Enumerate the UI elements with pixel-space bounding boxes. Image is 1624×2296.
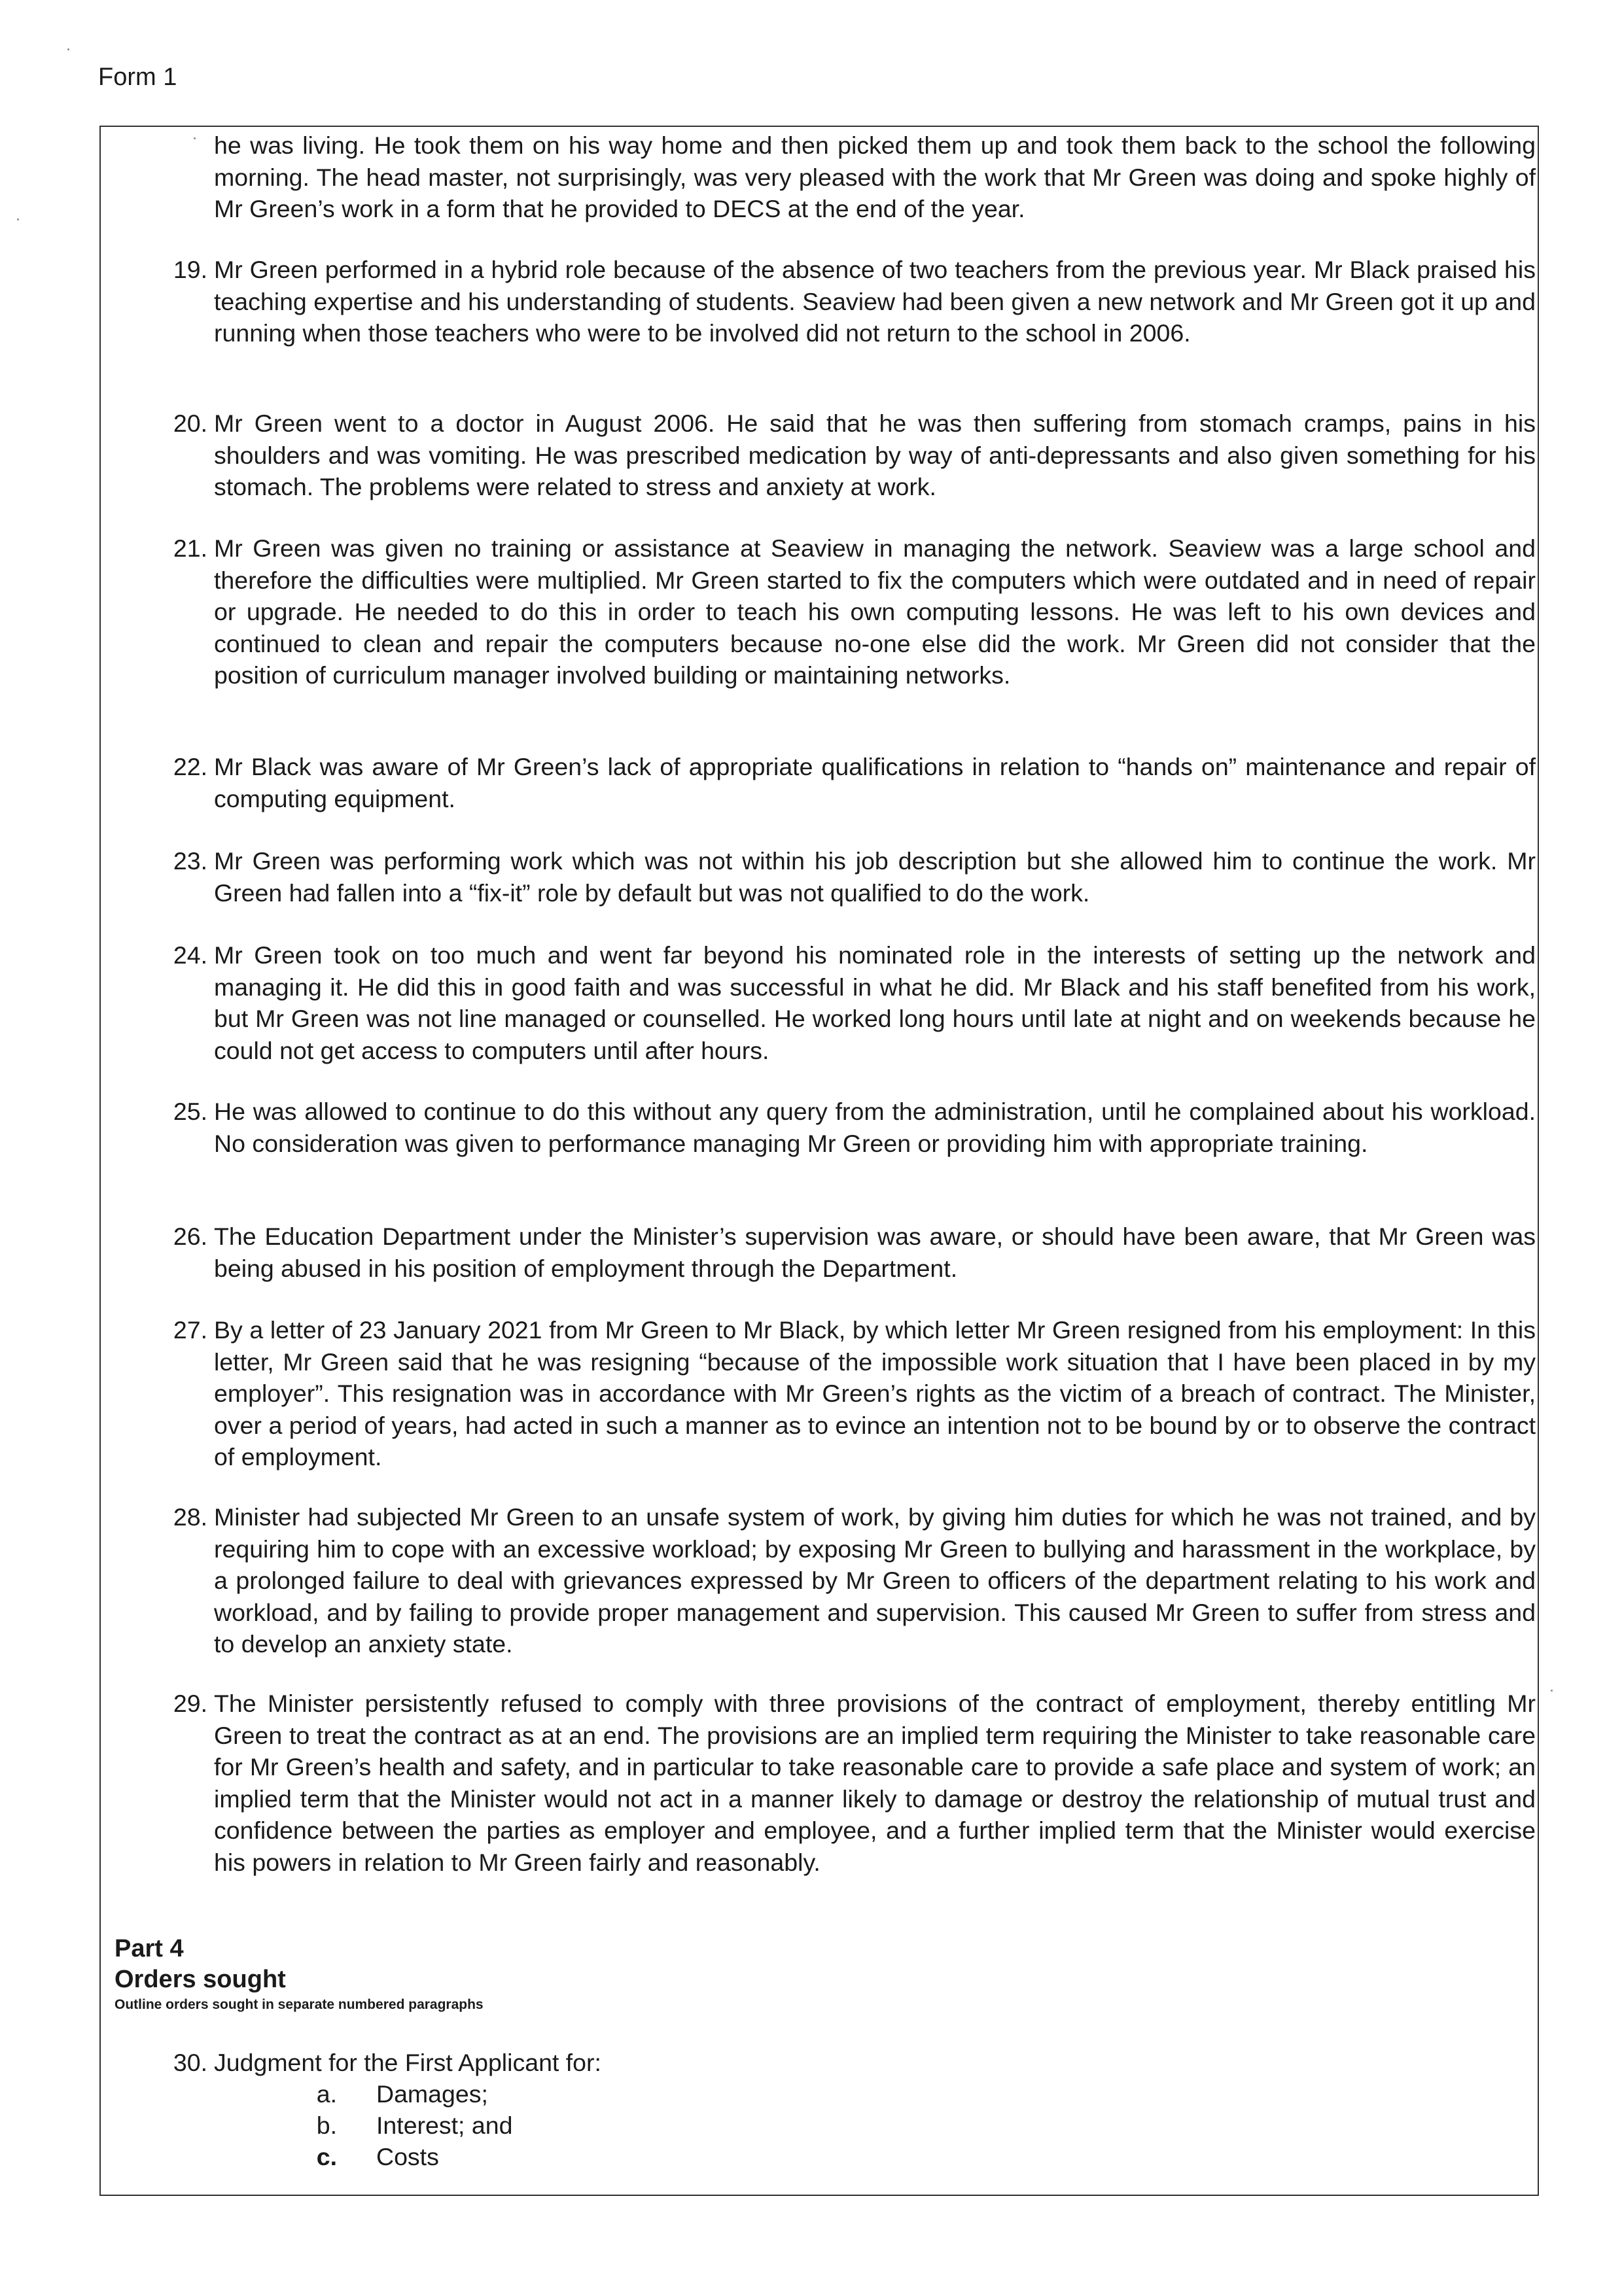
paragraph-number: 28. — [173, 1503, 207, 1531]
paragraph-text: Judgment for the First Applicant for: — [214, 2049, 601, 2076]
paragraph-number: 30. — [173, 2049, 207, 2076]
paragraph-22 — [173, 751, 1536, 814]
paragraph-continued — [214, 130, 1536, 225]
form-label: Form 1 — [98, 63, 177, 91]
paragraph-number: 22. — [173, 753, 207, 780]
paragraph-text: Minister had subjected Mr Green to an unsafe system of work, by giving him duties for which he was not trained, and by requiring him to cope with an excessive workload; by exposing Mr Green to bullying and harassment in the workplace, by a prolonged failure to deal with grievances expressed by Mr Green to officers of the department relating to his work and workload, and by failing to provide proper management and supervision. This caused Mr Green to suffer from stress and to develop an anxiety state. — [214, 1503, 1536, 1658]
order-item-label: Costs — [376, 2143, 439, 2170]
paragraph-number: 25. — [173, 1098, 207, 1125]
paragraph-number: 24. — [173, 941, 207, 969]
paragraph-text: The Education Department under the Minister’s supervision was aware, or should have been aware, that Mr Green was being abused in his position of employment through the Department. — [214, 1223, 1536, 1282]
section-instruction: Outline orders sought in separate numbered paragraphs — [115, 1997, 484, 2012]
paragraph-text: Mr Green took on too much and went far beyond his nominated role in the interests of setting up the network and managing it. He did this in good faith and was successful in what he did. Mr Black and his staff benefited from his work, but Mr Green was not line managed or counselled. He worked long hours until late at night and on weekends because he could not get access to computers until after hours. — [214, 941, 1536, 1064]
paragraph-21 — [173, 532, 1536, 691]
paragraph-text: Mr Green was performing work which was not within his job description but she allowed him to continue the work. Mr Green had fallen into a “fix-it” role by default but was not qualified to do the work. — [214, 847, 1536, 907]
paragraph-number: 19. — [173, 256, 207, 283]
paragraph-text: Mr Green performed in a hybrid role because of the absence of two teachers from the previous year. Mr Black praised his teaching expertise and his understanding of students. Seaview had been given a new network and Mr Green got it up and running when those teachers who were to be involved did not return to the school in 2006. — [214, 256, 1536, 347]
paragraph-25 — [173, 1096, 1536, 1159]
paragraph-30 — [173, 2047, 1536, 2079]
paragraph-20 — [173, 408, 1536, 503]
paragraph-text: he was living. He took them on his way home and then picked them up and took them back to the school the following morning. The head master, not surprisingly, was very pleased with the work that Mr Green was doing and spoke highly of Mr Green’s work in a form that he provided to DECS at the end of the year. — [214, 131, 1536, 223]
paragraph-19 — [173, 254, 1536, 349]
paragraph-number: 29. — [173, 1690, 207, 1717]
scan-speck — [17, 218, 19, 220]
order-item-letter: c. — [316, 2143, 337, 2170]
scan-speck — [67, 48, 69, 50]
order-item-letter: b. — [316, 2112, 337, 2139]
order-item-label: Damages; — [376, 2080, 488, 2108]
paragraph-24 — [173, 939, 1536, 1066]
paragraph-27 — [173, 1314, 1536, 1473]
paragraph-23 — [173, 845, 1536, 909]
paragraph-number: 20. — [173, 409, 207, 437]
paragraph-number: 21. — [173, 534, 207, 562]
paragraph-text: Mr Black was aware of Mr Green’s lack of appropriate qualifications in relation to “hands on” maintenance and repair of computing equipment. — [214, 753, 1536, 812]
part-label: Part 4 — [115, 1935, 184, 1962]
paragraph-text: By a letter of 23 January 2021 from Mr Green to Mr Black, by which letter Mr Green resigned from his employment: In this letter, Mr Green said that he was resigning “because of the impossible work situation that I have been placed in by my employer”. This resignation was in accordance with Mr Green’s rights as the victim of a breach of contract. The Minister, over a period of years, had acted in such a manner as to evince an intention not to be bound by or to observe the contract of employment. — [214, 1316, 1536, 1471]
paragraph-number: 23. — [173, 847, 207, 875]
paragraph-text: He was allowed to continue to do this without any query from the administration, until he complained about his workload. No consideration was given to performance managing Mr Green or providing him with appropriate training. — [214, 1098, 1536, 1157]
paragraph-text: The Minister persistently refused to comply with three provisions of the contract of employment, thereby entitling Mr Green to treat the contract as at an end. The provisions are an implied term requiring the Minister to take reasonable care for Mr Green’s health and safety, and in particular to take reasonable care to provide a safe place and system of work; an implied term that the Minister would not act in a manner likely to damage or destroy the relationship of mutual trust and confidence between the parties as employer and employee, and a further implied term that the Minister would exercise his powers in relation to Mr Green fairly and reasonably. — [214, 1690, 1536, 1876]
paragraph-28 — [173, 1501, 1536, 1660]
order-item-letter: a. — [316, 2080, 337, 2108]
order-item-label: Interest; and — [376, 2112, 513, 2139]
paragraph-29 — [173, 1688, 1536, 1879]
paragraph-number: 26. — [173, 1223, 207, 1250]
paragraph-26 — [173, 1221, 1536, 1284]
paragraph-text: Mr Green was given no training or assistance at Seaview in managing the network. Seaview was a large school and therefore the difficulties were multiplied. Mr Green started to fix the computers which were outdated and in need of repair or upgrade. He needed to do this in order to teach his own computing lessons. He was left to his own devices and continued to clean and repair the computers because no-one else did the work. Mr Green did not consider that the position of curriculum manager involved building or maintaining networks. — [214, 534, 1536, 689]
section-title: Orders sought — [115, 1966, 286, 1993]
paragraph-number: 27. — [173, 1316, 207, 1344]
document-frame — [99, 126, 1539, 2196]
scan-speck — [1551, 1690, 1553, 1692]
paragraph-text: Mr Green went to a doctor in August 2006. He said that he was then suffering from stomach cramps, pains in his shoulders and was vomiting. He was prescribed medication by way of anti-depressants and also given something for his stomach. The problems were related to stress and anxiety at work. — [214, 409, 1536, 501]
